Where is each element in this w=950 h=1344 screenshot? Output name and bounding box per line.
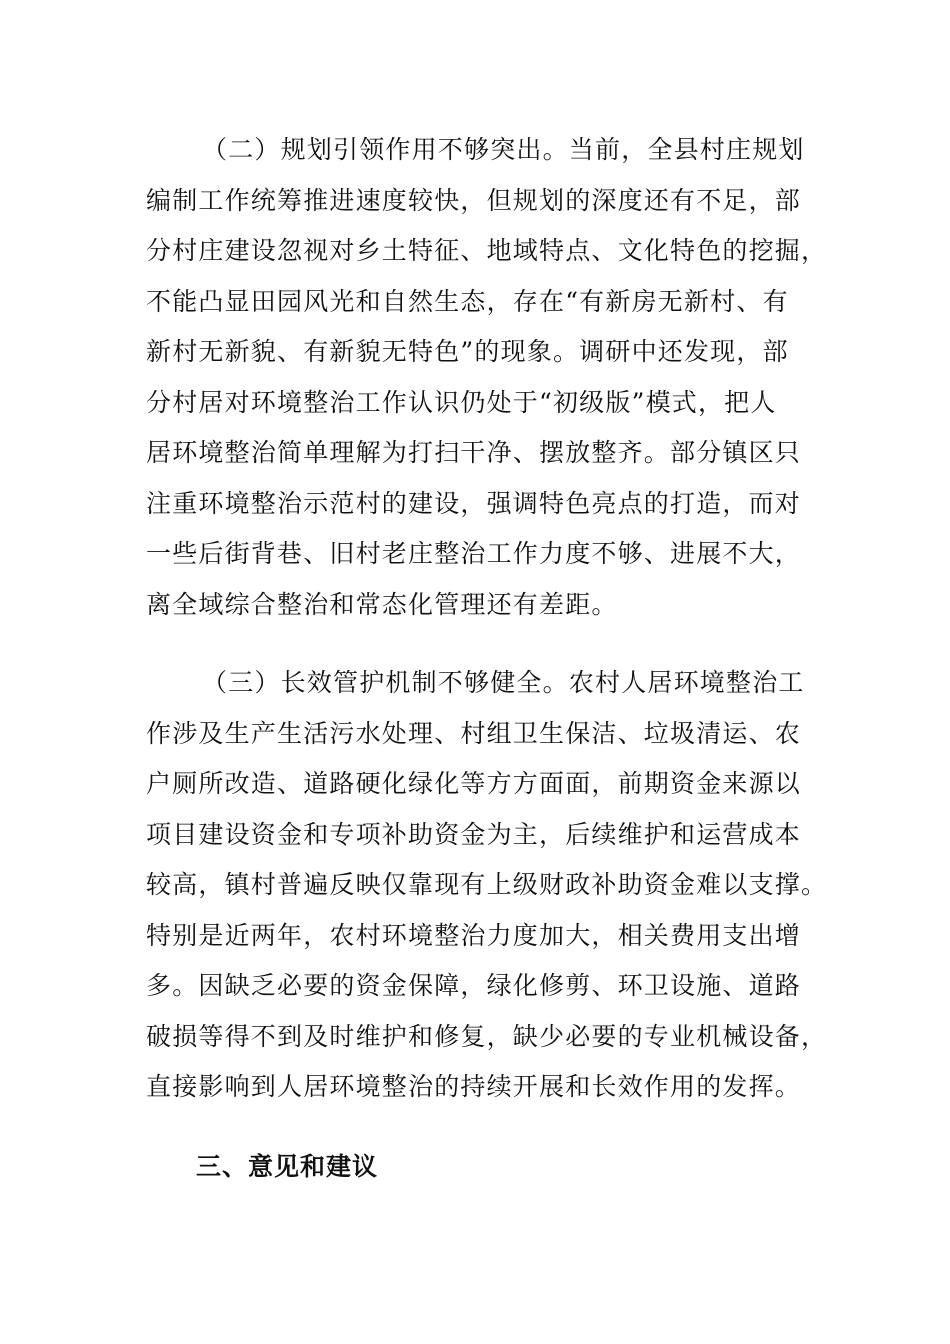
paragraph-line: 较高，镇村普遍反映仅靠现有上级财政补助资金难以支撑。	[146, 870, 828, 899]
paragraph-line: 分村居对环境整治工作认识仍处于“初级版”模式，把人	[146, 387, 777, 417]
paragraph-line: 直接影响到人居环境整治的持续开展和长效作用的发挥。	[146, 1072, 802, 1101]
paragraph-line: 作涉及生产生活污水处理、村组卫生保洁、垃圾清运、农	[146, 718, 802, 748]
paragraph-line: 注重环境整治示范村的建设，强调特色亮点的打造，而对	[146, 488, 802, 518]
paragraph-line: （二）规划引领作用不够突出。当前，全县村庄规划	[202, 135, 805, 164]
paragraph-line: 项目建设资金和专项补助资金为主，后续维护和运营成本	[146, 819, 802, 849]
paragraph-line: 破损等得不到及时维护和修复，缺少必要的专业机械设备，	[146, 1021, 828, 1051]
paragraph-long-term-maintenance	[146, 658, 828, 1113]
paragraph-line: 一些后街背巷、旧村老庄整治工作力度不够、进展不大，	[146, 539, 802, 568]
paragraph-line: （三）长效管护机制不够健全。农村人居环境整治工	[202, 668, 805, 697]
paragraph-line: 特别是近两年，农村环境整治力度加大，相关费用支出增	[146, 920, 802, 950]
paragraph-line: 不能凸显田园风光和自然生态，存在“有新房无新村、有	[146, 286, 789, 316]
paragraph-line: 居环境整治简单理解为打扫干净、摆放整齐。部分镇区只	[146, 438, 802, 467]
paragraph-line: 多。因缺乏必要的资金保障，绿化修剪、环卫设施、道路	[146, 971, 802, 1000]
paragraph-line: 户厕所改造、道路硬化绿化等方方面面，前期资金来源以	[146, 769, 802, 798]
section-heading: 三、意见和建议	[196, 1152, 379, 1181]
paragraph-line: 分村庄建设忽视对乡土特征、地域特点、文化特色的挖掘，	[146, 236, 828, 265]
paragraph-line: 新村无新貌、有新貌无特色”的现象。调研中还发现，部	[146, 337, 789, 366]
paragraph-planning-guidance	[146, 125, 828, 630]
paragraph-line: 编制工作统筹推进速度较快，但规划的深度还有不足，部	[146, 185, 802, 215]
paragraph-line: 离全域综合整治和常态化管理还有差距。	[146, 589, 618, 619]
